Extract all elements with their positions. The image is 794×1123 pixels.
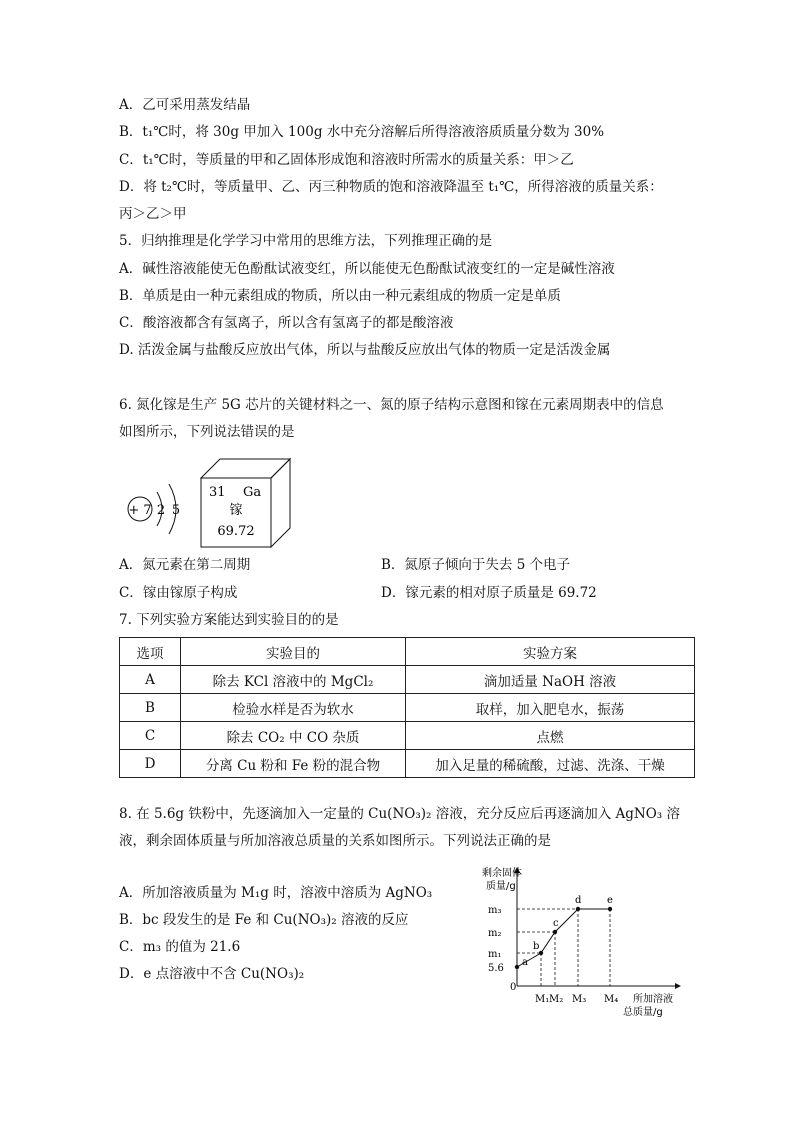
q4-option-d-cont: 丙＞乙＞甲: [119, 206, 187, 222]
table-cell: A: [120, 666, 181, 694]
q5-option-c: C．酸溶液都含有氢离子，所以含有氢离子的都是酸溶液: [119, 315, 454, 331]
q8-stem-line1: 8. 在 5.6g 铁粉中，先逐滴加入一定量的 Cu(NO₃)₂ 溶液，充分反应后再逐滴加入 AgNO₃ 溶: [119, 806, 680, 822]
x-tick-label: M₁: [535, 994, 550, 1005]
data-point: [576, 907, 580, 911]
y-tick-label: m₃: [488, 905, 502, 916]
q4-option-b: B．t₁℃时，将 30g 甲加入 100g 水中充分溶解后所得溶液溶质质量分数为 30%: [119, 124, 605, 140]
q6-option-a: A．氮元素在第二周期: [119, 557, 251, 573]
table-cell: 滴加适量 NaOH 溶液: [406, 666, 695, 694]
q5-option-a: A．碱性溶液能使无色酚酞试液变红，所以能使无色酚酞试液变红的一定是碱性溶液: [119, 261, 615, 277]
table-header-row: [120, 638, 695, 666]
y-tick-label: m₁: [488, 949, 502, 960]
x-axis-label-line2: 总质量/g: [623, 1007, 663, 1018]
series-line: [517, 909, 610, 967]
point-label: b: [533, 941, 540, 952]
x-tick-label: M₂: [549, 994, 564, 1005]
q8-option-c: C．m₃ 的值为 21.6: [119, 939, 241, 955]
experiment-table: [119, 637, 695, 778]
origin-label: 0: [510, 982, 517, 993]
data-point: [539, 951, 543, 955]
q5-option-d: D. 活泼金属与盐酸反应放出气体，所以与盐酸反应放出气体的物质一定是活泼金属: [119, 342, 611, 358]
table-header: 选项: [120, 638, 181, 666]
q4-option-a: A．乙可采用蒸发结晶: [119, 97, 251, 113]
table-header: 实验目的: [181, 638, 406, 666]
element-symbol: Ga: [243, 485, 262, 500]
nitrogen-atom-diagram: [122, 470, 192, 550]
table-row: [120, 694, 695, 722]
table-cell: B: [120, 694, 181, 722]
q6-option-c: C．镓由镓原子构成: [119, 585, 238, 601]
table-row: [120, 750, 695, 778]
data-point: [608, 907, 612, 911]
table-cell: 分离 Cu 粉和 Fe 粉的混合物: [181, 750, 406, 778]
q8-option-d: D．e 点溶液中不含 Cu(NO₃)₂: [119, 966, 305, 982]
y-axis-label-line2: 质量/g: [486, 881, 516, 892]
q5-stem: 5．归纳推理是化学学习中常用的思维方法，下列推理正确的是: [119, 233, 493, 249]
table-row: [120, 722, 695, 750]
table-cell: C: [120, 722, 181, 750]
q6-stem-line2: 如图所示，下列说法错误的是: [119, 424, 295, 440]
shell2-electrons: 5: [171, 503, 181, 518]
q8-option-a: A．所加溶液质量为 M₁g 时，溶液中溶质为 AgNO₃: [119, 885, 433, 901]
q6-option-b: B．氮原子倾向于失去 5 个电子: [381, 557, 571, 573]
y-tick-label: 5.6: [488, 963, 504, 974]
table-header: 实验方案: [406, 638, 695, 666]
q7-stem: 7. 下列实验方案能达到实验目的的是: [119, 612, 339, 628]
gallium-element-cell: [198, 456, 294, 548]
q5-option-b: B．单质是由一种元素组成的物质，所以由一种元素组成的物质一定是单质: [119, 288, 561, 304]
y-tick-label: m₂: [488, 928, 502, 939]
table-cell: 检验水样是否为软水: [181, 694, 406, 722]
q4-option-d: D．将 t₂℃时，等质量甲、乙、丙三种物质的饱和溶液降温至 t₁℃，所得溶液的质量关系：: [119, 179, 663, 195]
nucleus-charge: + 7: [128, 503, 152, 518]
point-label: c: [553, 918, 559, 929]
table-cell: D: [120, 750, 181, 778]
atomic-mass: 69.72: [217, 524, 255, 539]
q6-option-d: D．镓元素的相对原子质量是 69.72: [381, 585, 597, 601]
data-point: [553, 930, 557, 934]
x-tick-label: M₃: [572, 994, 587, 1005]
point-label: a: [522, 957, 528, 968]
shell1-electrons: 2: [156, 503, 166, 518]
q4-option-c: C．t₁℃时，等质量的甲和乙固体形成饱和溶液时所需水的质量关系：甲＞乙: [119, 152, 574, 168]
point-label: e: [607, 895, 613, 906]
table-cell: 加入足量的稀硫酸，过滤、洗涤、干燥: [406, 750, 695, 778]
element-name: 镓: [229, 503, 243, 518]
q8-option-b: B．bc 段发生的是 Fe 和 Cu(NO₃)₂ 溶液的反应: [119, 912, 409, 928]
q8-stem-line2: 液，剩余固体质量与所加溶液总质量的关系如图所示。下列说法正确的是: [119, 833, 551, 849]
atomic-number: 31: [209, 485, 226, 500]
table-cell: 取样，加入肥皂水，振荡: [406, 694, 695, 722]
table-cell: 除去 CO₂ 中 CO 杂质: [181, 722, 406, 750]
table-row: [120, 666, 695, 694]
table-cell: 点燃: [406, 722, 695, 750]
data-point: [515, 965, 519, 969]
q6-stem-line1: 6. 氮化镓是生产 5G 芯片的关键材料之一、氮的原子结构示意图和镓在元素周期表中的信息: [119, 397, 664, 413]
solid-mass-chart: [458, 862, 694, 1022]
y-axis-label-line1: 剩余固体: [482, 868, 522, 879]
x-axis-label-line1: 所加溶液: [633, 994, 673, 1005]
table-cell: 除去 KCl 溶液中的 MgCl₂: [181, 666, 406, 694]
point-label: d: [575, 895, 582, 906]
x-tick-label: M₄: [604, 994, 619, 1005]
